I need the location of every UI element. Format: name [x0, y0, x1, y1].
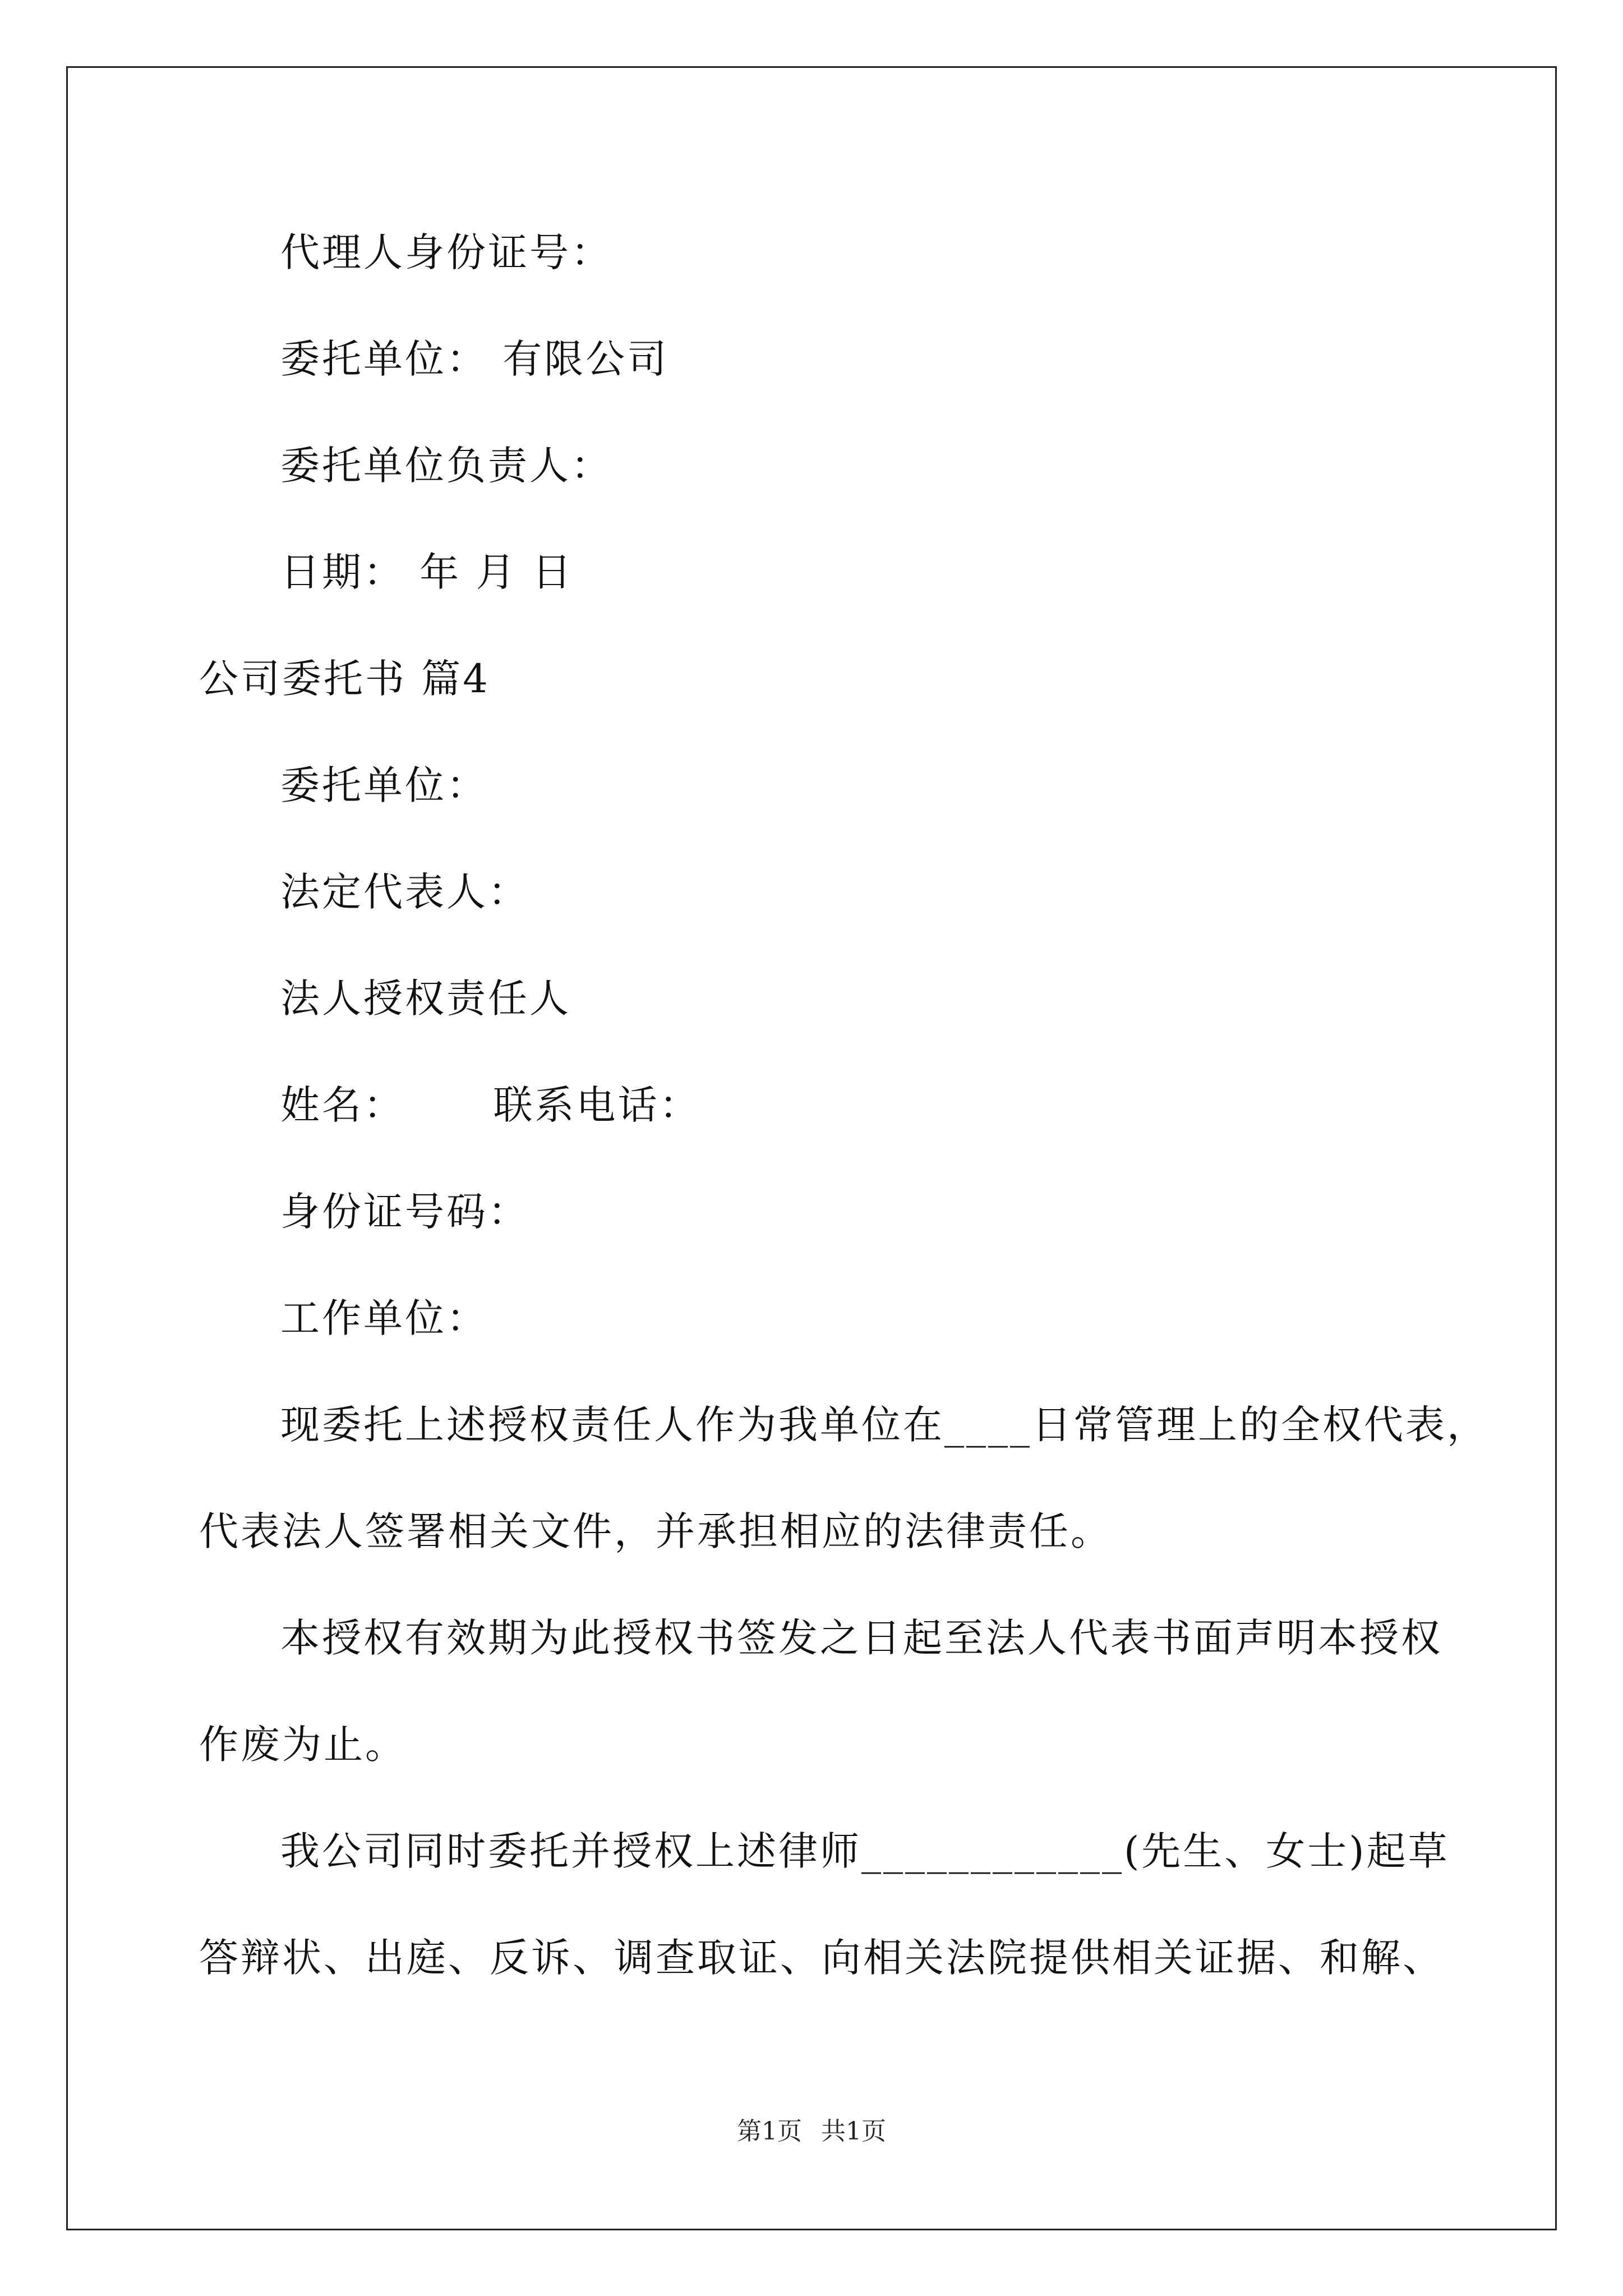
paragraph-1-line-2: 代表法人签署相关文件，并承担相应的法律责任。 — [199, 1508, 1112, 1554]
work-unit-line: 工作单位： — [280, 1295, 488, 1341]
page-border — [66, 66, 1557, 2230]
name-phone-line: 姓名： 联系电话： — [280, 1082, 701, 1128]
paragraph-3-line-2: 答辩状、出庭、反诉、调查取证、向相关法院提供相关证据、和解、 — [199, 1935, 1444, 1981]
paragraph-2-line-2: 作废为止。 — [199, 1722, 407, 1768]
date-line: 日期： 年 月 日 — [280, 549, 574, 595]
paragraph-1-line-1: 现委托上述授权责任人作为我单位在____日常管理上的全权代表， — [280, 1402, 1488, 1448]
section-heading: 公司委托书 篇4 — [199, 656, 490, 702]
legal-rep-line: 法定代表人： — [280, 869, 529, 915]
agent-id-line: 代理人身份证号： — [280, 229, 612, 275]
paragraph-2-line-1: 本授权有效期为此授权书签发之日起至法人代表书面声明本授权 — [280, 1615, 1442, 1661]
entrusting-unit-2-line: 委托单位： — [280, 762, 488, 808]
page-total: 共1页 — [821, 2117, 886, 2146]
entrusting-unit-line: 委托单位： 有限公司 — [280, 336, 669, 382]
paragraph-3-line-1: 我公司同时委托并授权上述律师____________(先生、女士)起草 — [280, 1828, 1450, 1874]
id-number-line: 身份证号码： — [280, 1189, 529, 1235]
unit-head-line: 委托单位负责人： — [280, 443, 612, 489]
authorized-person-line: 法人授权责任人 — [280, 976, 571, 1022]
page-footer — [0, 2115, 1623, 2148]
page-number: 第1页 — [737, 2117, 802, 2146]
